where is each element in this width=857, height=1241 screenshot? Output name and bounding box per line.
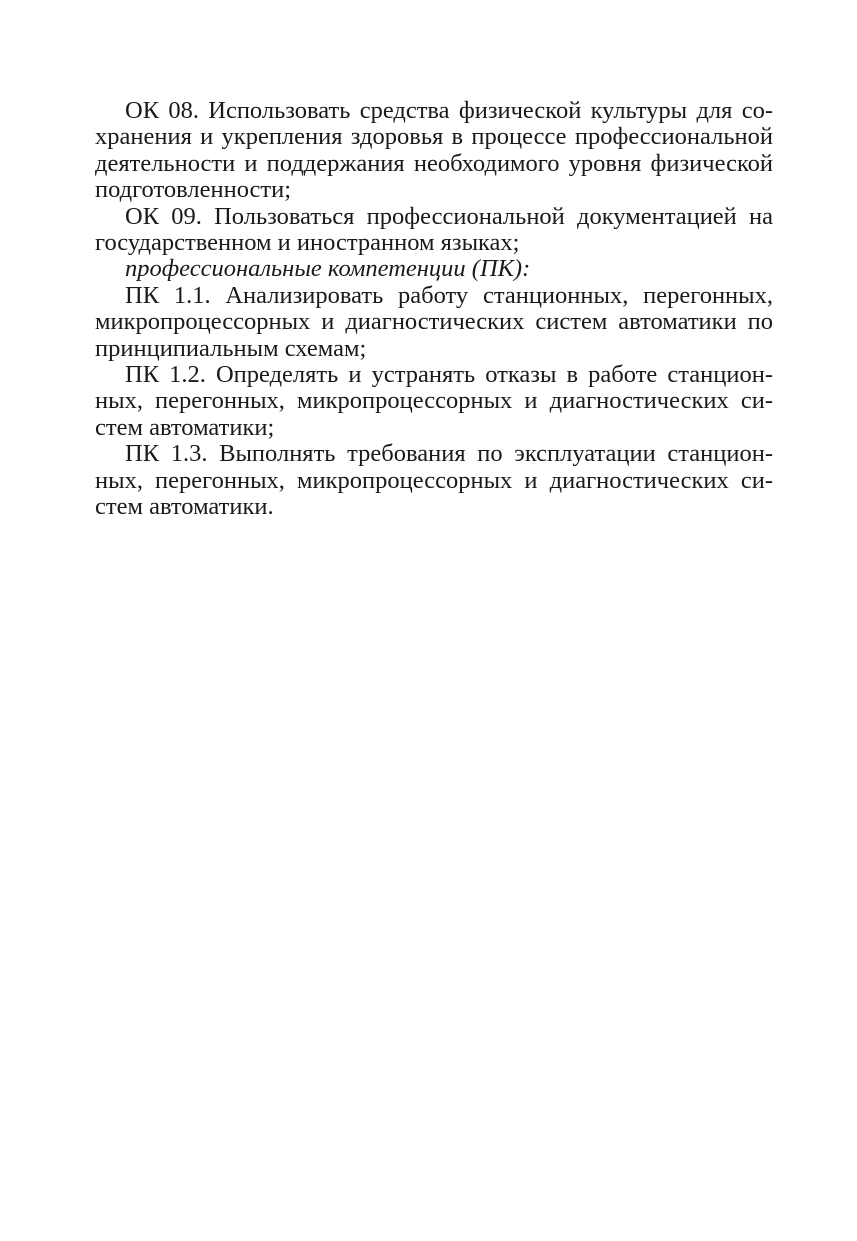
paragraph-pk-1-3: ПК 1.3. Выполнять требования по эксплуатации станционных, перегонных, микропроцессорных и диагностических систем автоматики. bbox=[95, 440, 773, 521]
document-page bbox=[95, 98, 773, 521]
paragraph-pk-1-1: ПК 1.1. Анализировать работу станционных, перегонных, микропроцессорных и диагностических систем автоматики по принципиальным схемам; bbox=[95, 281, 773, 362]
paragraph-pk-1-2: ПК 1.2. Определять и устранять отказы в работе станционных, перегонных, микропроцессорных и диагностических систем автоматики; bbox=[95, 361, 773, 441]
paragraph-ok-09: ОК 09. Пользоваться профессиональной документацией на государственном и иностранном языках; bbox=[95, 202, 773, 257]
paragraph-ok-08: ОК 08. Использовать средства физической культуры для сохранения и укрепления здоровья в процессе профессиональной деятельности и поддержания необходимого уровня физической подготовленности; bbox=[95, 97, 773, 204]
section-heading-pk: профессиональные компетенции (ПК): bbox=[125, 255, 531, 283]
